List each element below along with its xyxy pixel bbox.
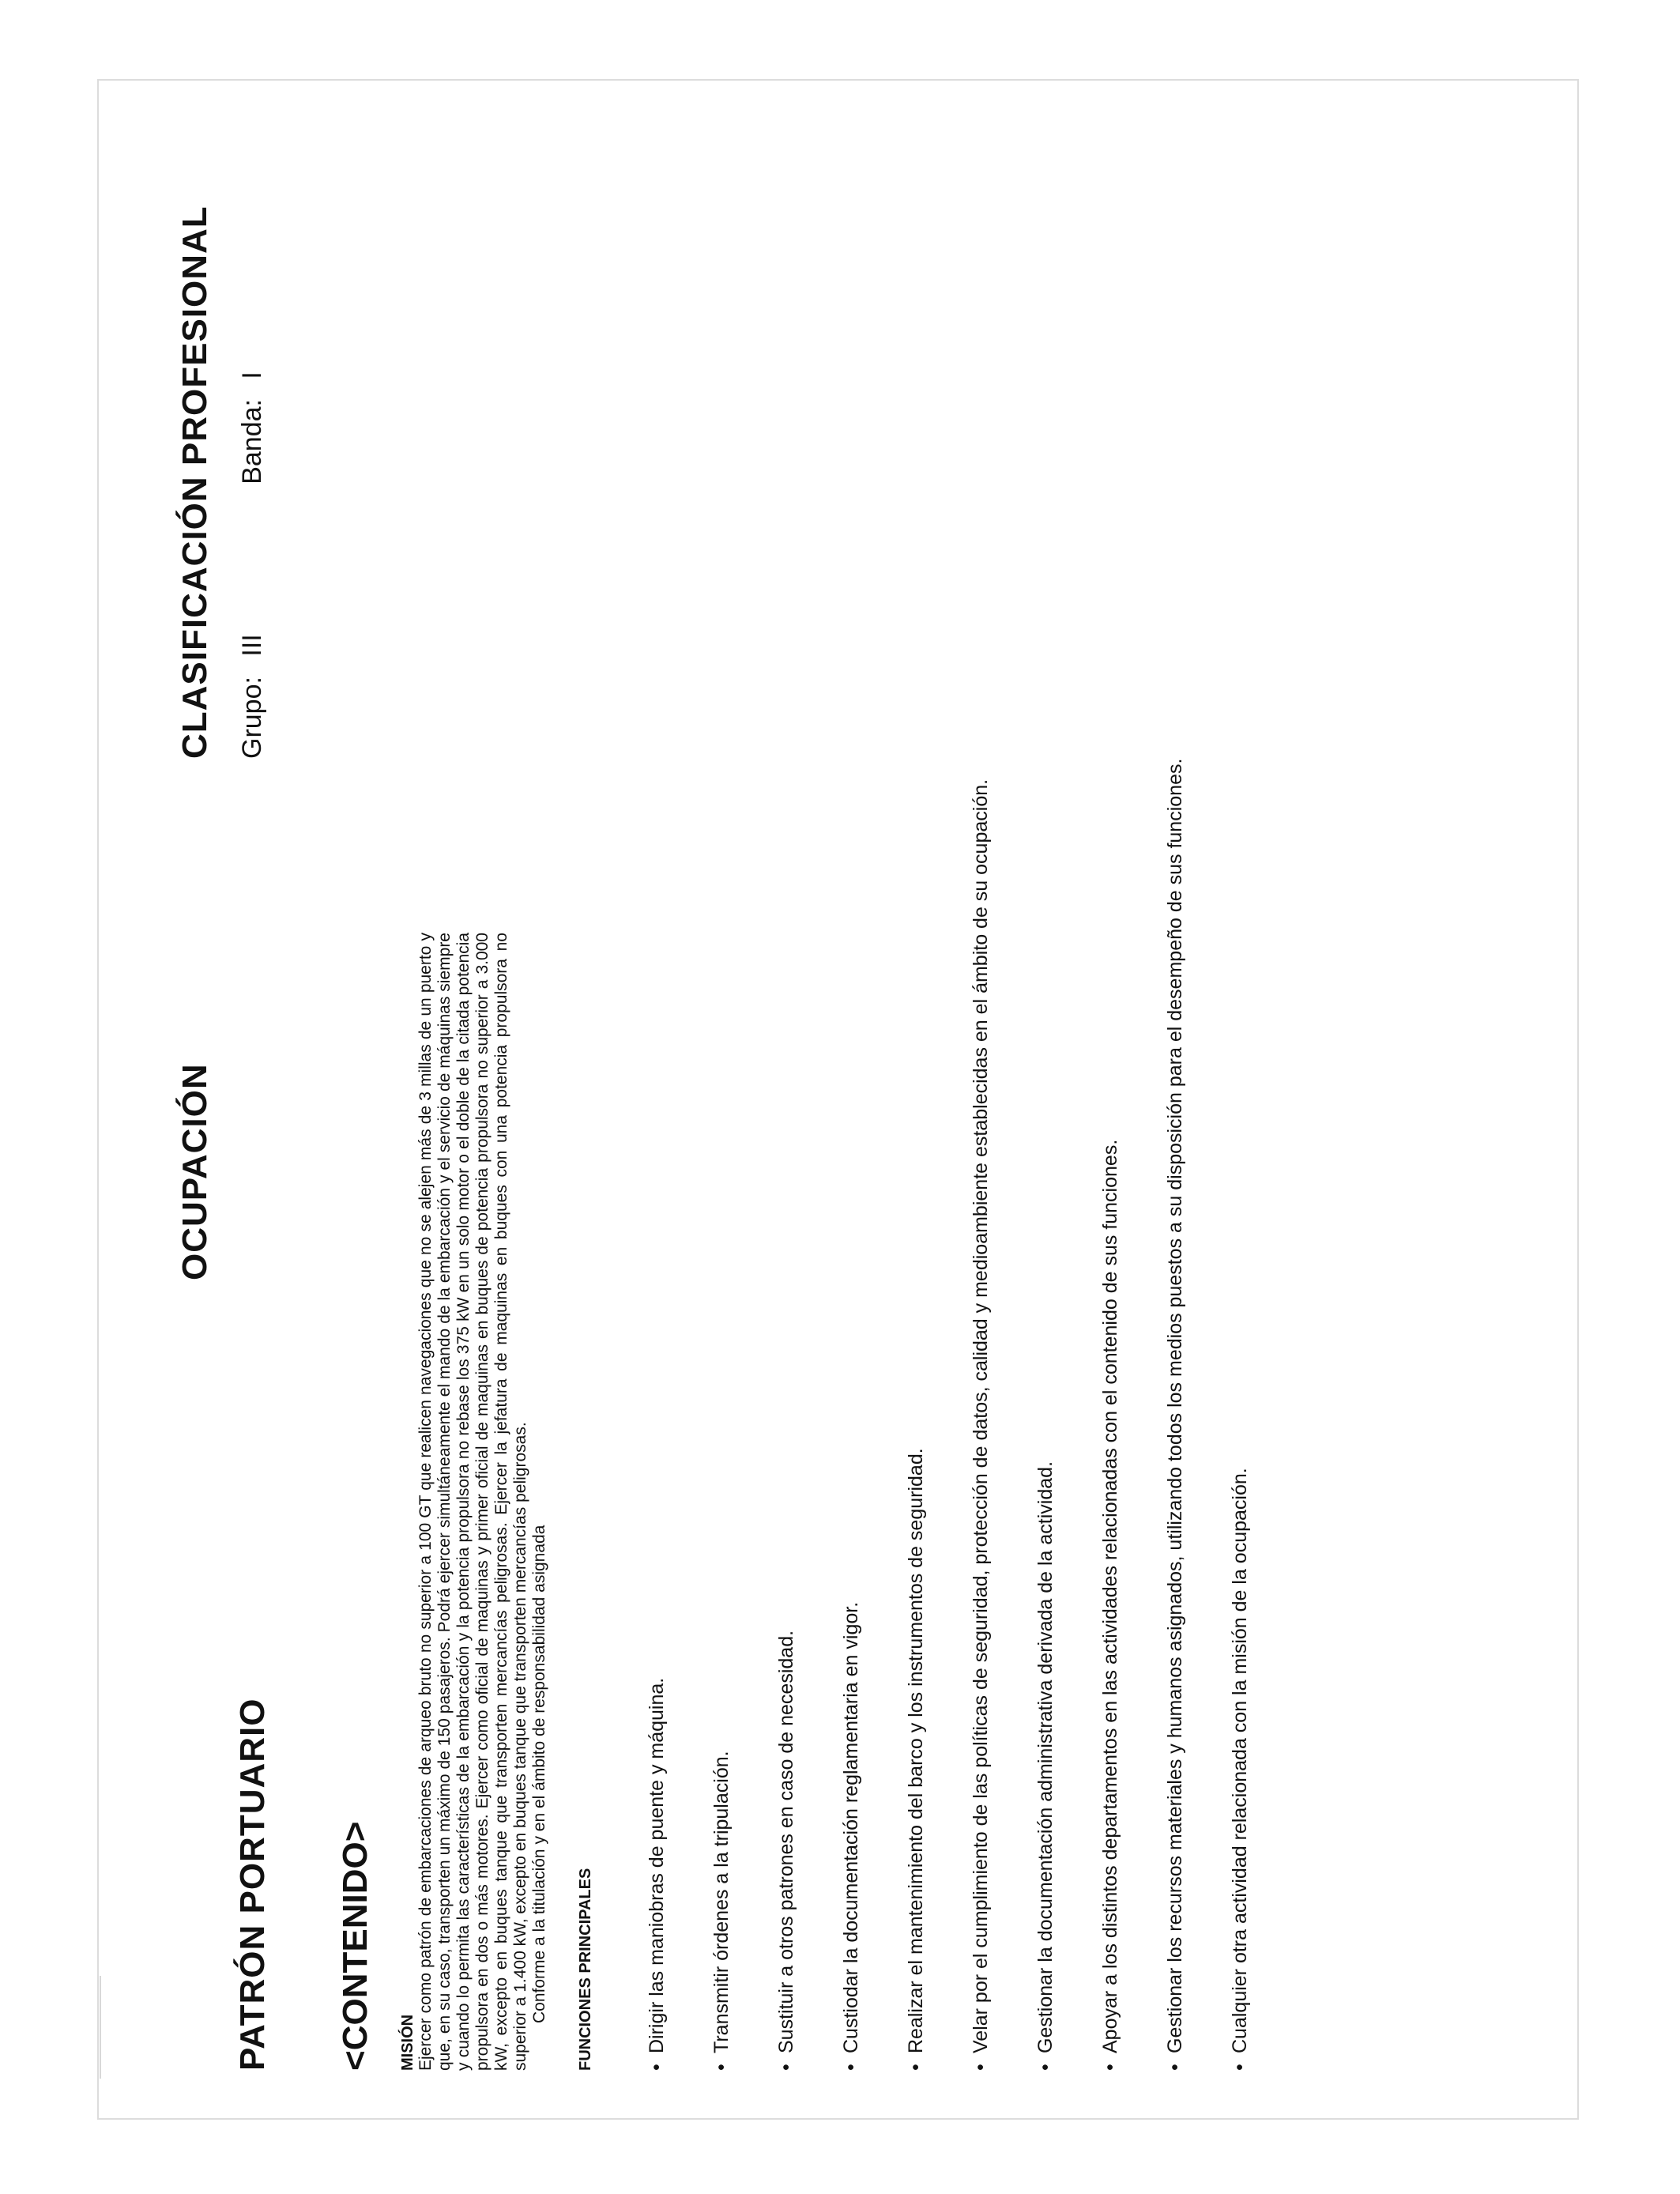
function-text: Velar por el cumplimiento de las políticas de seguridad, protección de datos, calidad y medioambiente establecidas en el ámbito de su ocupación.: [970, 778, 992, 2053]
page-edge-mark: [100, 1976, 101, 2079]
bullet: •: [1229, 2064, 1251, 2071]
bullet: •: [775, 2064, 797, 2071]
occupation-heading: OCUPACIÓN: [175, 1063, 214, 1280]
classification-heading: CLASIFICACIÓN PROFESIONAL: [175, 205, 214, 759]
rotated-sheet: [158, 205, 1343, 2071]
grupo-value: III: [237, 634, 267, 657]
function-text: Dirigir las maniobras de puente y máquina.: [646, 1677, 668, 2053]
function-item: [839, 411, 904, 2071]
function-text: Transmitir órdenes a la tripulación.: [710, 1751, 733, 2053]
grupo-label: Grupo:: [237, 677, 267, 759]
function-text: Apoyar a los distintos departamentos en las actividades relacionadas con el contenido de sus funciones.: [1099, 1139, 1121, 2053]
grupo-banda-line: [237, 371, 268, 759]
function-text: Cualquier otra actividad relacionada con la misión de la ocupación.: [1229, 1468, 1251, 2053]
functions-label: FUNCIONES PRINCIPALES: [577, 1868, 594, 2071]
banda-value: I: [237, 371, 267, 379]
occupation-name: PATRÓN PORTUARIO: [233, 1698, 272, 2071]
bullet: •: [970, 2064, 992, 2071]
mision-text: Ejercer como patrón de embarcaciones de arqueo bruto no superior a 100 GT que realicen navegaciones que no se alejen más de 3 millas de un puerto y que, en su caso, transporten un máximo de 150 pasajeros. Podrá ejercer simultáneamente el mando de la embarcación y el servicio de máquinas siempre y cuando lo permita las características de la embarcación y la potencia propulsora no rebase los 375 kW en un solo motor o el doble de la citada potencia propulsora en dos o más motores. Ejercer como oficial de maquinas y primer oficial de maquinas en buques de potencia propulsora no superior a 3.000 kW, excepto en buques tanque que transporten mercancías peligrosas. Ejercer la jefatura de maquinas en buques con una potencia propulsora no superior a 1.400 kW, excepto en buques tanque que transporten mercancías peligrosas.: [416, 933, 529, 2071]
content-heading: <CONTENIDO>: [336, 1821, 375, 2071]
function-text: Gestionar los recursos materiales y humanos asignados, utilizando todos los medios puestos a su disposición para el desempeño de sus funciones.: [1164, 758, 1186, 2053]
function-item: [969, 411, 1034, 2071]
function-item: [645, 411, 710, 2071]
mision-label: MISIÓN: [399, 2014, 416, 2071]
bullet: •: [840, 2064, 862, 2071]
banda-label: Banda:: [237, 399, 267, 484]
function-text: Custiodar la documentación reglamentaria en vigor.: [840, 1601, 862, 2053]
mision-section: [399, 933, 549, 2071]
function-text: Gestionar la documentación administrativa derivada de la actividad.: [1034, 1461, 1057, 2053]
function-item: [1228, 411, 1293, 2071]
function-item: [1098, 411, 1163, 2071]
function-item: [904, 411, 969, 2071]
bullet: •: [1099, 2064, 1121, 2071]
function-item: [1163, 411, 1228, 2071]
function-text: Realizar el mantenimiento del barco y los instrumentos de seguridad.: [905, 1448, 927, 2053]
conforme-text: Conforme a la titulación y en el ámbito de responsabilidad asignada: [530, 1525, 548, 2023]
functions-list: [645, 411, 1293, 2071]
bullet: •: [1164, 2064, 1186, 2071]
bullet: •: [646, 2064, 668, 2071]
bullet: •: [710, 2064, 733, 2071]
function-item: [774, 411, 839, 2071]
bullet: •: [1034, 2064, 1057, 2071]
function-text: Sustituir a otros patrones en caso de necesidad.: [775, 1630, 797, 2053]
function-item: [710, 411, 774, 2071]
function-item: [1034, 411, 1098, 2071]
bullet: •: [905, 2064, 927, 2071]
